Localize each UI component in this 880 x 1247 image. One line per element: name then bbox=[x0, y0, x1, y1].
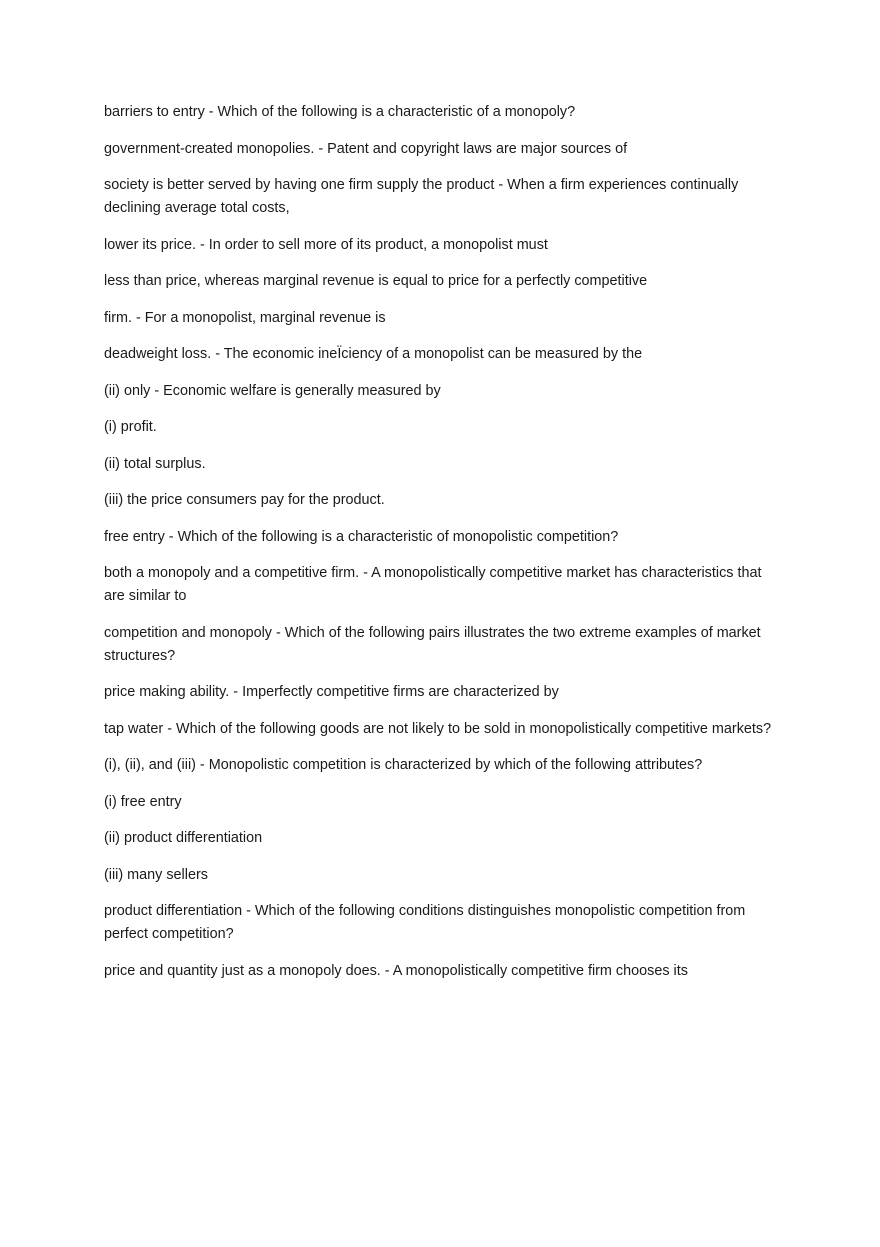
paragraph: (ii) total surplus. bbox=[104, 455, 206, 472]
paragraph: product differentiation - Which of the following conditions distinguishes monopolistic competition from perfect competition? bbox=[104, 903, 746, 942]
paragraph: (iii) the price consumers pay for the product. bbox=[104, 492, 385, 508]
paragraph: price making ability. - Imperfectly competitive firms are characterized by bbox=[104, 684, 559, 700]
paragraph: (i) free entry bbox=[104, 793, 182, 810]
paragraph: society is better served by having one firm supply the product - When a firm experiences continually declining average total costs, bbox=[104, 177, 739, 216]
paragraph: (iii) many sellers bbox=[104, 866, 208, 883]
paragraph: (i), (ii), and (iii) - Monopolistic competition is characterized by which of the following attributes? bbox=[104, 757, 703, 773]
paragraph: free entry - Which of the following is a characteristic of monopolistic competition? bbox=[104, 528, 619, 545]
paragraph: firm. - For a monopolist, marginal revenue is bbox=[104, 309, 386, 326]
paragraph: both a monopoly and a competitive firm. - A monopolistically competitive market has characteristics that are similar to bbox=[104, 565, 762, 604]
paragraph: barriers to entry - Which of the following is a characteristic of a monopoly? bbox=[104, 104, 576, 120]
paragraph: competition and monopoly - Which of the following pairs illustrates the two extreme examples of market structures? bbox=[104, 624, 761, 664]
paragraph: (i) profit. bbox=[104, 419, 157, 435]
paragraph: less than price, whereas marginal revenue is equal to price for a perfectly competitive bbox=[104, 273, 648, 289]
paragraph: deadweight loss. - The economic ineÏciency of a monopolist can be measured by the bbox=[104, 346, 643, 362]
paragraph: (ii) only - Economic welfare is generally measured by bbox=[104, 382, 441, 399]
document-page bbox=[104, 101, 776, 996]
paragraph: tap water - Which of the following goods are not likely to be sold in monopolistically competitive markets? bbox=[104, 720, 772, 737]
paragraph: lower its price. - In order to sell more of its product, a monopolist must bbox=[104, 236, 548, 253]
paragraph: government-created monopolies. - Patent and copyright laws are major sources of bbox=[104, 140, 628, 157]
paragraph: (ii) product differentiation bbox=[104, 830, 263, 846]
paragraph: price and quantity just as a monopoly does. - A monopolistically competitive firm chooses its bbox=[104, 962, 688, 979]
